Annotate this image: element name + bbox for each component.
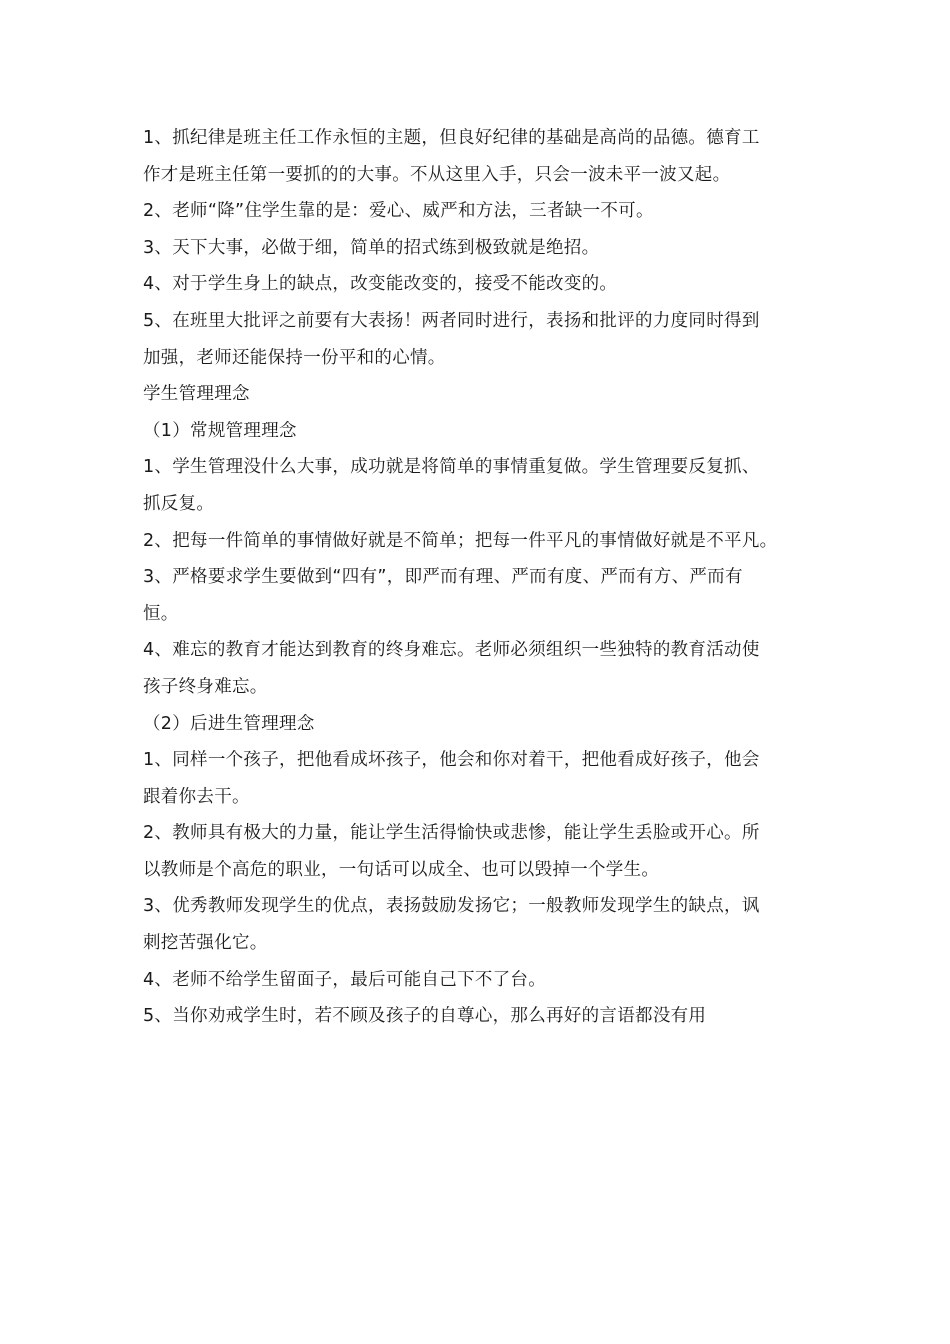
text-line: 4、老师不给学生留面子，最后可能自己下不了台。 (143, 969, 547, 990)
paragraph-memorable-education (143, 632, 823, 705)
heading-text: 学生管理理念 (143, 384, 250, 405)
text-line: 刺挖苦强化它。 (143, 933, 268, 954)
text-line: 4、对于学生身上的缺点，改变能改变的，接受不能改变的。 (143, 274, 618, 295)
text-line: 跟着你去干。 (143, 786, 250, 807)
text-line: 1、同样一个孩子，把他看成坏孩子，他会和你对着干，把他看成好孩子，他会 (143, 750, 760, 771)
paragraph-shortcomings (143, 266, 823, 303)
paragraph-face (143, 962, 823, 999)
text-line: 加强，老师还能保持一份平和的心情。 (143, 347, 446, 368)
text-line: 3、优秀教师发现学生的优点，表扬鼓励发扬它；一般教师发现学生的缺点，讽 (143, 896, 760, 917)
paragraph-details (143, 230, 823, 267)
paragraph-teacher-methods (143, 193, 823, 230)
paragraph-self-esteem (143, 998, 823, 1035)
text-line: 4、难忘的教育才能达到教育的终身难忘。老师必须组织一些独特的教育活动使 (143, 640, 760, 661)
text-line: 3、天下大事，必做于细，简单的招式练到极致就是绝招。 (143, 237, 600, 258)
document-body (143, 120, 823, 1035)
text-line: 2、把每一件简单的事情做好就是不简单；把每一件平凡的事情做好就是不平凡。 (143, 530, 778, 551)
section-heading-student-management (143, 376, 823, 413)
paragraph-repeat-simple (143, 449, 823, 522)
text-line: 5、在班里大批评之前要有大表扬！两者同时进行，表扬和批评的力度同时得到 (143, 310, 760, 331)
subsection-heading-routine (143, 413, 823, 450)
heading-text: （1）常规管理理念 (143, 420, 297, 441)
text-line: 抓反复。 (143, 493, 215, 514)
subsection-heading-underachievers (143, 706, 823, 743)
paragraph-discipline (143, 120, 823, 193)
paragraph-praise-criticism (143, 303, 823, 376)
text-line: 5、当你劝戒学生时，若不顾及孩子的自尊心，那么再好的言语都没有用 (143, 1006, 707, 1027)
text-line: 恒。 (143, 603, 179, 624)
text-line: 作才是班主任第一要抓的的大事。不从这里入手，只会一波未平一波又起。 (143, 164, 731, 185)
text-line: 孩子终身难忘。 (143, 676, 268, 697)
paragraph-same-child (143, 742, 823, 815)
text-line: 3、严格要求学生要做到“四有”，即严而有理、严而有度、严而有方、严而有 (143, 567, 743, 588)
text-line: 2、老师“降”住学生靠的是：爱心、威严和方法，三者缺一不可。 (143, 201, 654, 222)
text-line: 1、抓纪律是班主任工作永恒的主题，但良好纪律的基础是高尚的品德。德育工 (143, 128, 760, 148)
paragraph-excellent-teacher (143, 888, 823, 961)
paragraph-teacher-power (143, 815, 823, 888)
text-line: 以教师是个高危的职业，一句话可以成全、也可以毁掉一个学生。 (143, 859, 660, 880)
paragraph-four-haves (143, 559, 823, 632)
text-line: 1、学生管理没什么大事，成功就是将简单的事情重复做。学生管理要反复抓、 (143, 457, 760, 478)
text-line: 2、教师具有极大的力量，能让学生活得愉快或悲惨，能让学生丢脸或开心。所 (143, 823, 760, 844)
heading-text: （2）后进生管理理念 (143, 713, 315, 734)
paragraph-not-simple (143, 523, 823, 560)
